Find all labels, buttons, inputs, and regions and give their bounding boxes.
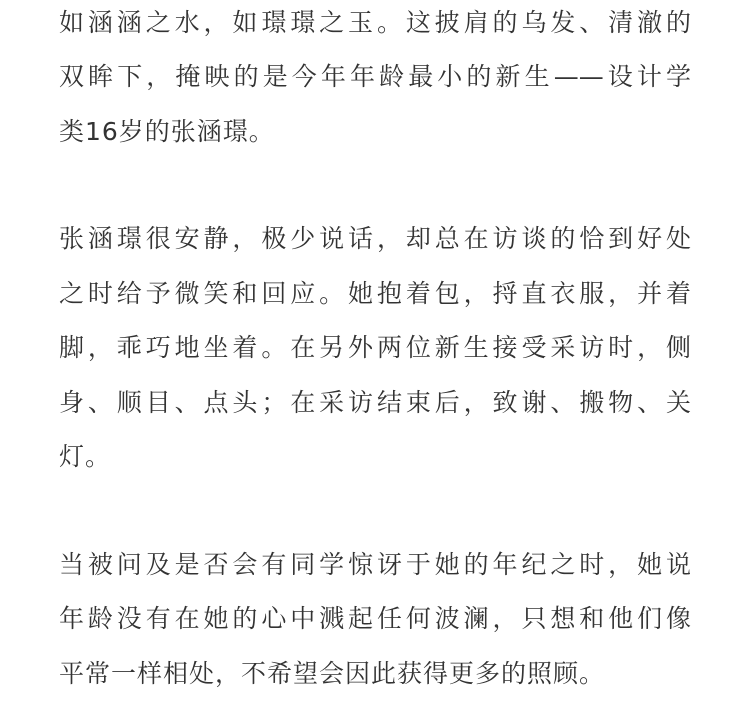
paragraph-2-line-2: 之时给予微笑和回应。她抱着包，捋直衣服，并着: [59, 279, 691, 308]
paragraph-1-line-3: 类16岁的张涵璟。: [59, 117, 275, 146]
paragraph-3-line-3: 平常一样相处，不希望会因此获得更多的照顾。: [59, 659, 606, 688]
paragraph-3-line-1: 当被问及是否会有同学惊讶于她的年纪之时，她说: [59, 550, 691, 579]
paragraph-2-line-3: 脚，乖巧地坐着。在另外两位新生接受采访时，侧: [59, 333, 691, 362]
paragraph-3-line-2: 年龄没有在她的心中溅起任何波澜，只想和他们像: [59, 604, 691, 633]
paragraph-1-line-1: 如涵涵之水，如璟璟之玉。这披肩的乌发、清澈的: [59, 8, 691, 37]
paragraph-1-line-2: 双眸下，掩映的是今年年龄最小的新生——设计学: [59, 62, 691, 91]
paragraph-2-line-1: 张涵璟很安静，极少说话，却总在访谈的恰到好处: [59, 224, 691, 253]
paragraph-2-line-5: 灯。: [59, 442, 112, 471]
paragraph-2-line-4: 身、顺目、点头；在采访结束后，致谢、搬物、关: [59, 388, 691, 417]
